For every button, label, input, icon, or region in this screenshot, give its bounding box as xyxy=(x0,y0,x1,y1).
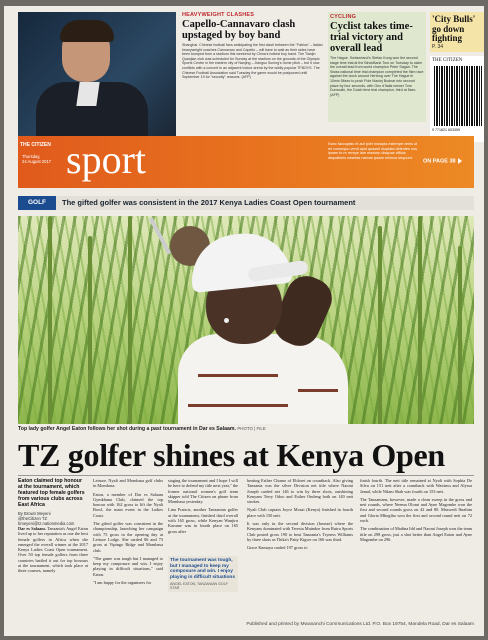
article-intro: Eaton claimed top honour at the tournament, which featured top female golfers from various clubs across East Africa xyxy=(18,478,85,508)
story-headline: Cyclist takes time-trial victory and overall lead xyxy=(330,21,413,54)
photo-caption xyxy=(18,426,474,432)
paragraph: finish fourth. The nett title remained at Nyali with Sophia De Silva on 151 nett after a countback with Wairimu and Alyssa Jamal, while Nilam Shah was fourth on 153 nett. xyxy=(360,478,472,494)
issue-date-text: 24 August 2017 xyxy=(22,159,52,164)
main-headline: TZ golfer shines at Kenya Open xyxy=(18,437,445,473)
section-title: sport xyxy=(66,137,146,182)
article-column-1 xyxy=(18,526,88,577)
divider xyxy=(18,475,474,476)
story-body: Shanghai. Chinese football fans anticipating the first clash between the "Fabios" – Italian heavyweight coaches Cannavaro and Capello – will have to wait as their sides have been bumped from a stadium this weekend by China's hottest boy band. The Tianjin Quanjian club was scheduled for Sunday at the stadium on the grounds of the Olympic Sports Centre in the eastern city of Nanjing – Jiangsu Suning's home pitch – but it now conflicts with a concert in an adjacent indoor arena by the wildly popular TFBOYS. The Chinese Football Association said Tuesday the game would be postponed until September 19 for "security" reasons. (AFP) xyxy=(182,43,323,80)
issue-date xyxy=(22,154,51,164)
paragraph: The combination of Madina Idd and Naomi Joseph won the team title on 298 gross, just a shot better than Angel Eaton and Ayne Magombe on 296. xyxy=(360,526,472,542)
paragraph: Lina Francis, another Tanzanian golfer at the tournament, finished third overall with 165 gross, while Kenyan Wanjiru Karume was in fourth place on 165 gross after xyxy=(168,507,238,534)
masthead: THE CITIZEN xyxy=(20,142,51,148)
byline xyxy=(18,511,88,526)
golf-tag: GOLF xyxy=(18,196,56,210)
caption-text: Top lady golfer Angel Eaton follows her shot during a past tournament in Dar es Salaam. xyxy=(18,426,236,432)
on-page-link[interactable] xyxy=(423,158,462,164)
story-city-bulls[interactable] xyxy=(430,12,484,52)
article-column-5 xyxy=(360,478,472,545)
article-dateline: Dar es Salaam. xyxy=(18,526,46,531)
section-tag-row xyxy=(18,196,474,210)
paragraph: The gifted golfer was consistent in the championship, launching her campaign with 75 gross in the opening day at Leisure Lodge. She carded 86 and 73 gross at Vipingo Ridge and Mombasa club. xyxy=(93,521,163,553)
paragraph: Grace Kamuya carded 197 gross to xyxy=(247,545,308,551)
issue-day: Thursday, xyxy=(22,154,41,159)
paragraph: "The game was tough but I managed to keep my composure and win. I enjoy playing in difficult situations," said Eaton. xyxy=(93,555,163,577)
story-capello-cannavaro[interactable] xyxy=(182,12,324,122)
column-text: Tanzania's Angel Eaton lived up to her reputation as one the best female golfers in Africa when she emerged the overall winner at the 2017 Kenya Ladies Coast Open tournament. Over 50 top female golfers from three countries battled it out for top honours at the tournament, which took place at three courses, namely xyxy=(18,526,88,574)
lead-column xyxy=(18,478,88,526)
story-headline: Capello-Cannavaro clash upstaged by boy band xyxy=(182,19,296,41)
author-email[interactable]: bmeyeni@tz.nationmedia.com xyxy=(18,521,75,526)
barcode-number: 9 771821 603359 xyxy=(432,128,460,132)
pull-quote xyxy=(168,556,238,592)
article-column-3 xyxy=(168,478,238,537)
story-cycling[interactable] xyxy=(328,12,426,122)
arrow-right-icon xyxy=(458,158,462,164)
paragraph: Leisure, Nyali and Mombasa golf clubs in Mombasa. xyxy=(93,478,163,489)
paragraph: It was only in the second division (bronze) where the Kenyans dominated with Teresia Muindoe from Ruiru Sports Club posted gross 190 to beat Tanzania's Tryness Williams by three shots as Thika's Patty Kigwe on 166 was third. xyxy=(247,521,353,542)
paragraph: The Tanzanians, however, made a clean sweep in the gross and nett rounds, where Neema Olomi and Ayne Magombe won the first and second rounds gross on 42 and 80. Maswedi Ibrahim and Gloria Mbogiba won the first and second round nett on 72 each. xyxy=(360,496,472,524)
barcode-box xyxy=(430,56,484,142)
standfirst: The gifted golfer was consistent in the 2017 Kenya Ladies Coast Open tournament xyxy=(62,198,356,207)
banner-teaser: Nunc faccuptas et aut ipiet molupta estempe venis ut mi consequo venti apid quassit oluptata delentes nos ipsam to re rerepe lam maximp disquae officia aliquatioris essetas namus ipsam enimus sequunt. xyxy=(328,142,418,160)
on-page-label: ON PAGE 38 xyxy=(423,158,456,165)
story-kicker: CYCLING xyxy=(330,14,357,20)
pull-quote-text: The tournament was tough, but I managed to keep my composure and win. I enjoy playing in difficult situations xyxy=(170,558,236,580)
barcode-icon xyxy=(434,66,482,126)
top-stories-strip xyxy=(18,12,474,140)
author-handle: @theCitizen TZ xyxy=(18,516,48,521)
article-column-2 xyxy=(93,478,163,588)
paragraph: beating Esther Chumo of Eldoret on countback. Also giving Tanzania was the silver Division net title where Naomi Joseph carded net 146 to win by three shots, outshining Kenyans Terry Odoo and Esther Ondeng both on 149 nett strokes. xyxy=(247,478,353,505)
paragraph: Eaton, a member of Dar es Salaam Gymkhana Club, claimed the top honour with 162 gross to lift the Nyali Bowl, the main event in the Ladies Coast. xyxy=(93,491,163,518)
golfer-photo xyxy=(18,216,474,424)
story-kicker: HEAVYWEIGHT CLASHES xyxy=(182,12,255,18)
paragraph: staging the tournament and I hope I will be here to defend my title next year," the former national women's golf team skipper told The Citizen on phone from Mombasa yesterday. xyxy=(168,478,238,505)
photo-credit: PHOTO | FILE xyxy=(237,426,266,431)
story-headline: 'City Bulls' go down fighting xyxy=(432,14,476,43)
pull-quote-attribution: ANGEL EATON, TANZANIAN GOLF STAR xyxy=(170,582,228,591)
newspaper-page xyxy=(4,6,484,636)
paragraph: "I am happy for the organisers for xyxy=(93,580,152,586)
publisher-footer: Published and printed by Mwananchi Communications Ltd. P.O. Box 19754, Mandela Road, Dar es Salaam xyxy=(246,622,474,627)
story-body: The Hague. Switzerland's Stefan Kung won the second stage time trial at the BinckBank Tour on Tuesday to claim the overall lead from world champion Peter Sagan. The Swiss national time trial champion completed the 9km race against the clock around Hertong over The Hague in 10min 56sec to push Pole Maciej Bodnar into second place by four seconds, with Geo d'Italia winner Tom Dumoulin, the Dutch time trial champion, third at 5sec. (AFP) xyxy=(330,56,424,97)
citizen-label: THE CITIZEN xyxy=(432,58,463,63)
sport-banner xyxy=(18,136,474,188)
author-name: By Brown Meyeni xyxy=(18,511,51,516)
paragraph: Nyali Club captain Joyce Mosai (Kenya) finished in fourth place with 150 nett. xyxy=(247,507,353,518)
page-reference: P. 34 xyxy=(432,43,444,50)
coach-photo xyxy=(18,12,176,140)
article-column-4 xyxy=(247,478,353,554)
